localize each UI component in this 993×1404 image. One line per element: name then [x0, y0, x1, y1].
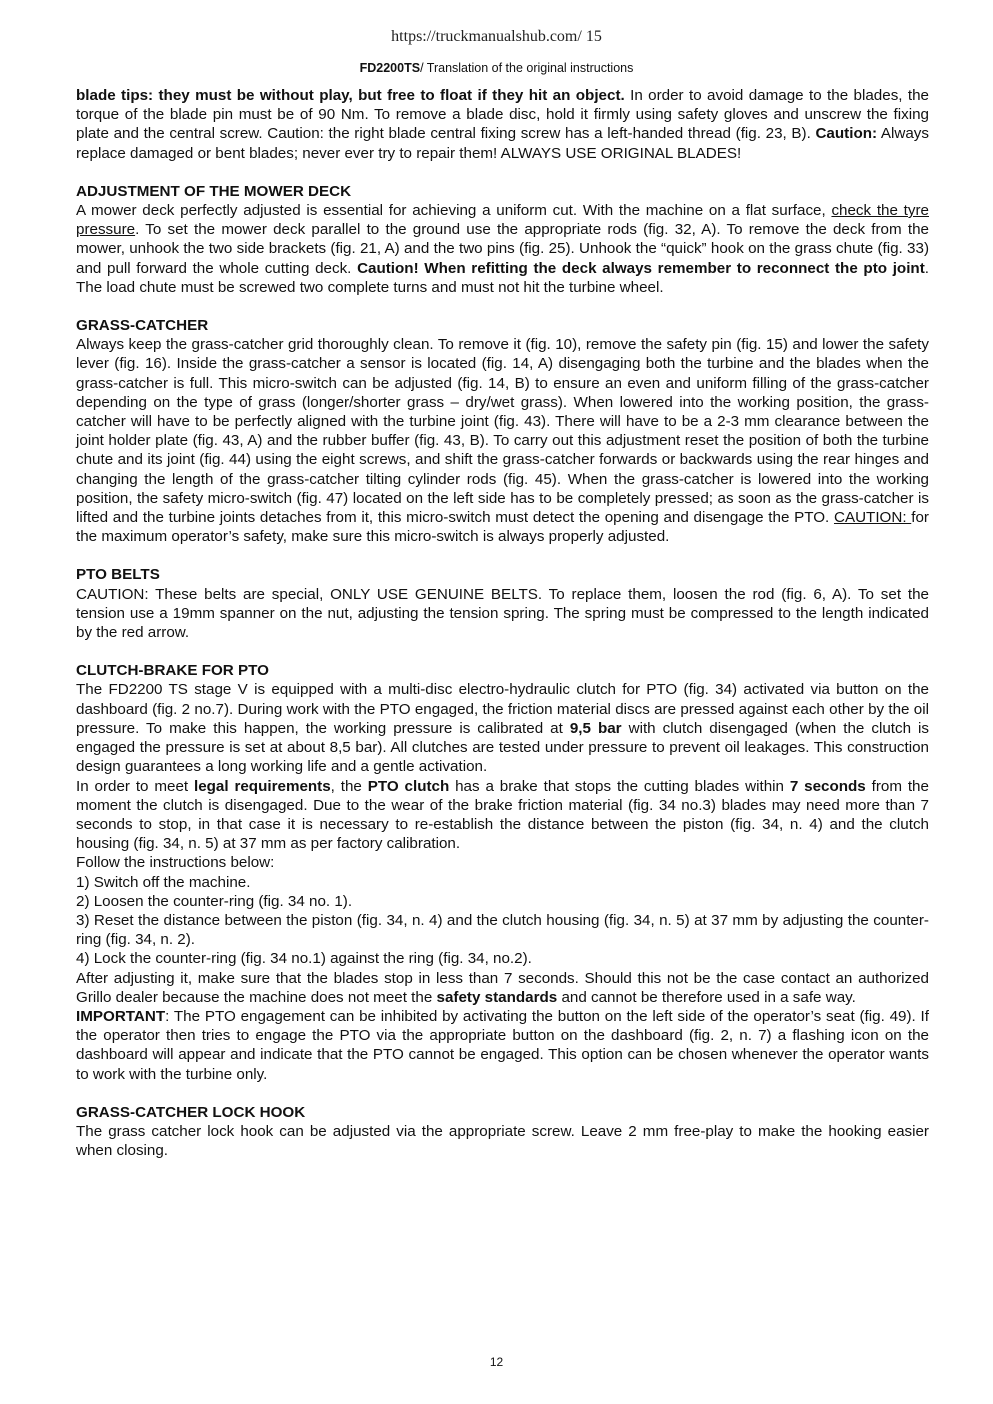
clutch-bold: PTO clutch — [367, 777, 450, 795]
list-item: 3) Reset the distance between the piston (fig. 34, n. 4) and the clutch housing (fig. 34, n. 5) at 37 mm by adjusting the counter-ring (fig. 34, n. 2). — [76, 911, 929, 949]
deck-underline-1: check the tyre pressure — [76, 202, 929, 239]
grass-text-2: for the maximum operator’s safety, make sure this micro-switch is always properly adjusted. — [76, 509, 929, 546]
section-lock-hook — [76, 1103, 929, 1161]
deck-text-1: A mower deck perfectly adjusted is essential for achieving a uniform cut. With the machine on a flat surface, — [76, 202, 832, 220]
section-paragraph — [76, 335, 929, 546]
clutch-text: has a brake that stops the cutting blades within — [449, 777, 790, 795]
deck-text-2: . To set the mower deck parallel to the ground use the appropriate rods (fig. 32, A). To remove the deck from the mower, unhook the two side brackets (fig. 21, A) and the two pins (fig. 25). Unhook the “quick” hook on the grass chute (fig. 33) and pull forward the whole cutting deck. — [76, 221, 929, 277]
clutch-paragraph-2 — [76, 777, 929, 854]
page-number: 12 — [489, 1355, 504, 1369]
clutch-follow-line: Follow the instructions below: — [76, 854, 275, 872]
intro-bold-2: Caution: — [815, 125, 878, 143]
grass-underline-1: CAUTION: — [833, 509, 912, 527]
clutch-bold: legal requirements — [193, 777, 331, 795]
document-header — [0, 61, 993, 75]
section-title: ADJUSTMENT OF THE MOWER DECK — [76, 182, 352, 200]
grass-text-1: Always keep the grass-catcher grid thoroughly clean. To remove it (fig. 10), remove the safety pin (fig. 15) and lower the safety lever (fig. 16). Inside the grass-catcher a sensor is located (fig. 14, A) disengaging both the turbine and the blades when the grass-catcher is full. This micro-switch can be adjusted (fig. 14, B) to ensure an even and uniform filling of the grass-catcher depending on the type of grass (longer/shorter grass – dry/wet grass). When lowered into the working position, the grass-catcher will have to be perfectly aligned with the turbine joint (fig. 43). There will have to be a 2-3 mm clearance between the joint holder plate (fig. 43, A) and the rubber buffer (fig. 43, B). To carry out this adjustment reset the position of both the turbine chute and its joint (fig. 44) using the eight screws, and shift the grass-catcher forwards or backwards using the rear hinges and changing the length of the grass-catcher tilting cylinder rods (fig. 45). When the grass-catcher is lowered into the working position, the safety micro-switch (fig. 47) located on the left side has to be completely pressed; as soon as the grass-catcher is lifted and the turbine joints detaches from it, this micro-switch must detect the opening and disengage the PTO. — [76, 336, 929, 527]
intro-paragraph — [76, 86, 929, 163]
document-subtitle: / Translation of the original instructions — [420, 61, 634, 75]
deck-text-3: . The load chute must be screwed two complete turns and must not hit the turbine wheel. — [76, 259, 929, 296]
intro-bold-1: blade tips: they must be without play, but free to float if they hit an object. — [76, 87, 625, 104]
list-item: 1) Switch off the machine. — [76, 873, 251, 891]
section-paragraph: The grass catcher lock hook can be adjusted via the appropriate screw. Leave 2 mm free-play to make the hooking easier when closing. — [76, 1122, 929, 1160]
clutch-text: : The PTO engagement can be inhibited by activating the button on the left side of the operator’s seat (fig. 49). If the operator then tries to engage the PTO via the appropriate button on the dashboard (fig. 2, n. 7) a flashing icon on the dashboard will appear and indicate that the PTO cannot be engaged. This option can be chosen whenever the operator wants to work with the turbine only. — [76, 1007, 929, 1083]
clutch-text: , the — [330, 777, 368, 795]
clutch-bold: 9,5 bar — [569, 719, 622, 737]
model-name: FD2200TS — [359, 61, 421, 75]
main-content — [76, 86, 929, 1160]
section-title: GRASS-CATCHER LOCK HOOK — [76, 1103, 306, 1121]
clutch-text: The FD2200 TS stage V is equipped with a multi-disc electro-hydraulic clutch for PTO (fig. 34) activated via button on the dashboard (fig. 2 no.7). During work with the PTO engaged, the friction material discs are pressed against each other by the oil pressure. To make this happen, the working pressure is calibrated at — [76, 681, 929, 737]
important-label: IMPORTANT — [76, 1007, 166, 1025]
section-paragraph — [76, 201, 929, 297]
clutch-bold: safety standards — [436, 988, 558, 1006]
clutch-paragraph-1 — [76, 680, 929, 776]
section-paragraph: CAUTION: These belts are special, ONLY USE GENUINE BELTS. To replace them, loosen the rod (fig. 6, A). To set the tension use a 19mm spanner on the nut, adjusting the tension spring. The spring must be compressed to the length indicated by the red arrow. — [76, 585, 929, 642]
url-header[interactable]: https://truckmanualshub.com/ 15 — [391, 28, 602, 45]
intro-text-2: Always replace damaged or bent blades; never ever try to repair them! ALWAYS USE ORIGINAL BLADES! — [76, 125, 929, 162]
section-clutch-brake — [76, 661, 929, 1083]
section-mower-deck — [76, 182, 929, 297]
intro-text-1: In order to avoid damage to the blades, the torque of the blade pin must be of 90 Nm. To remove a blade disc, hold it firmly using safety gloves and unscrew the fixing plate and the central screw. Caution: the right blade central fixing screw has a left-handed thread (fig. 23, B). — [76, 87, 930, 143]
section-title: GRASS-CATCHER — [76, 317, 209, 335]
section-pto-belts — [76, 565, 929, 642]
deck-bold-1: Caution! When refitting the deck always remember to reconnect the pto joint — [357, 259, 925, 277]
clutch-text: After adjusting it, make sure that the blades stop in less than 7 seconds. Should this not be the case contact an authorized Grillo dealer because the machine does not meet the — [76, 969, 929, 1006]
clutch-paragraph-4 — [76, 1007, 929, 1084]
clutch-text: with clutch disengaged (when the clutch is engaged the pressure is set at about 8,5 bar). All clutches are tested under pressure to prevent oil leakages. This construction design guarantees a long working life and a gentle activation. — [76, 719, 929, 776]
clutch-bold: 7 seconds — [789, 777, 866, 795]
clutch-text: In order to meet — [76, 777, 194, 795]
list-item: 4) Lock the counter-ring (fig. 34 no.1) against the ring (fig. 34, no.2). — [76, 950, 532, 968]
clutch-text: and cannot be therefore used in a safe way. — [557, 988, 856, 1006]
list-item: 2) Loosen the counter-ring (fig. 34 no. 1). — [76, 892, 353, 910]
section-grass-catcher — [76, 316, 929, 546]
clutch-paragraph-3 — [76, 969, 929, 1007]
clutch-text: from the moment the clutch is disengaged. Due to the wear of the brake friction material (fig. 34 no.3) blades may need more than 7 seconds to stop, in that case it is necessary to re-establish the distance between the piston (fig. 34, n. 4) and the clutch housing (fig. 34, n. 5) at 37 mm as per factory calibration. — [76, 777, 929, 853]
section-title: CLUTCH-BRAKE FOR PTO — [76, 662, 269, 680]
section-title: PTO BELTS — [76, 566, 160, 584]
